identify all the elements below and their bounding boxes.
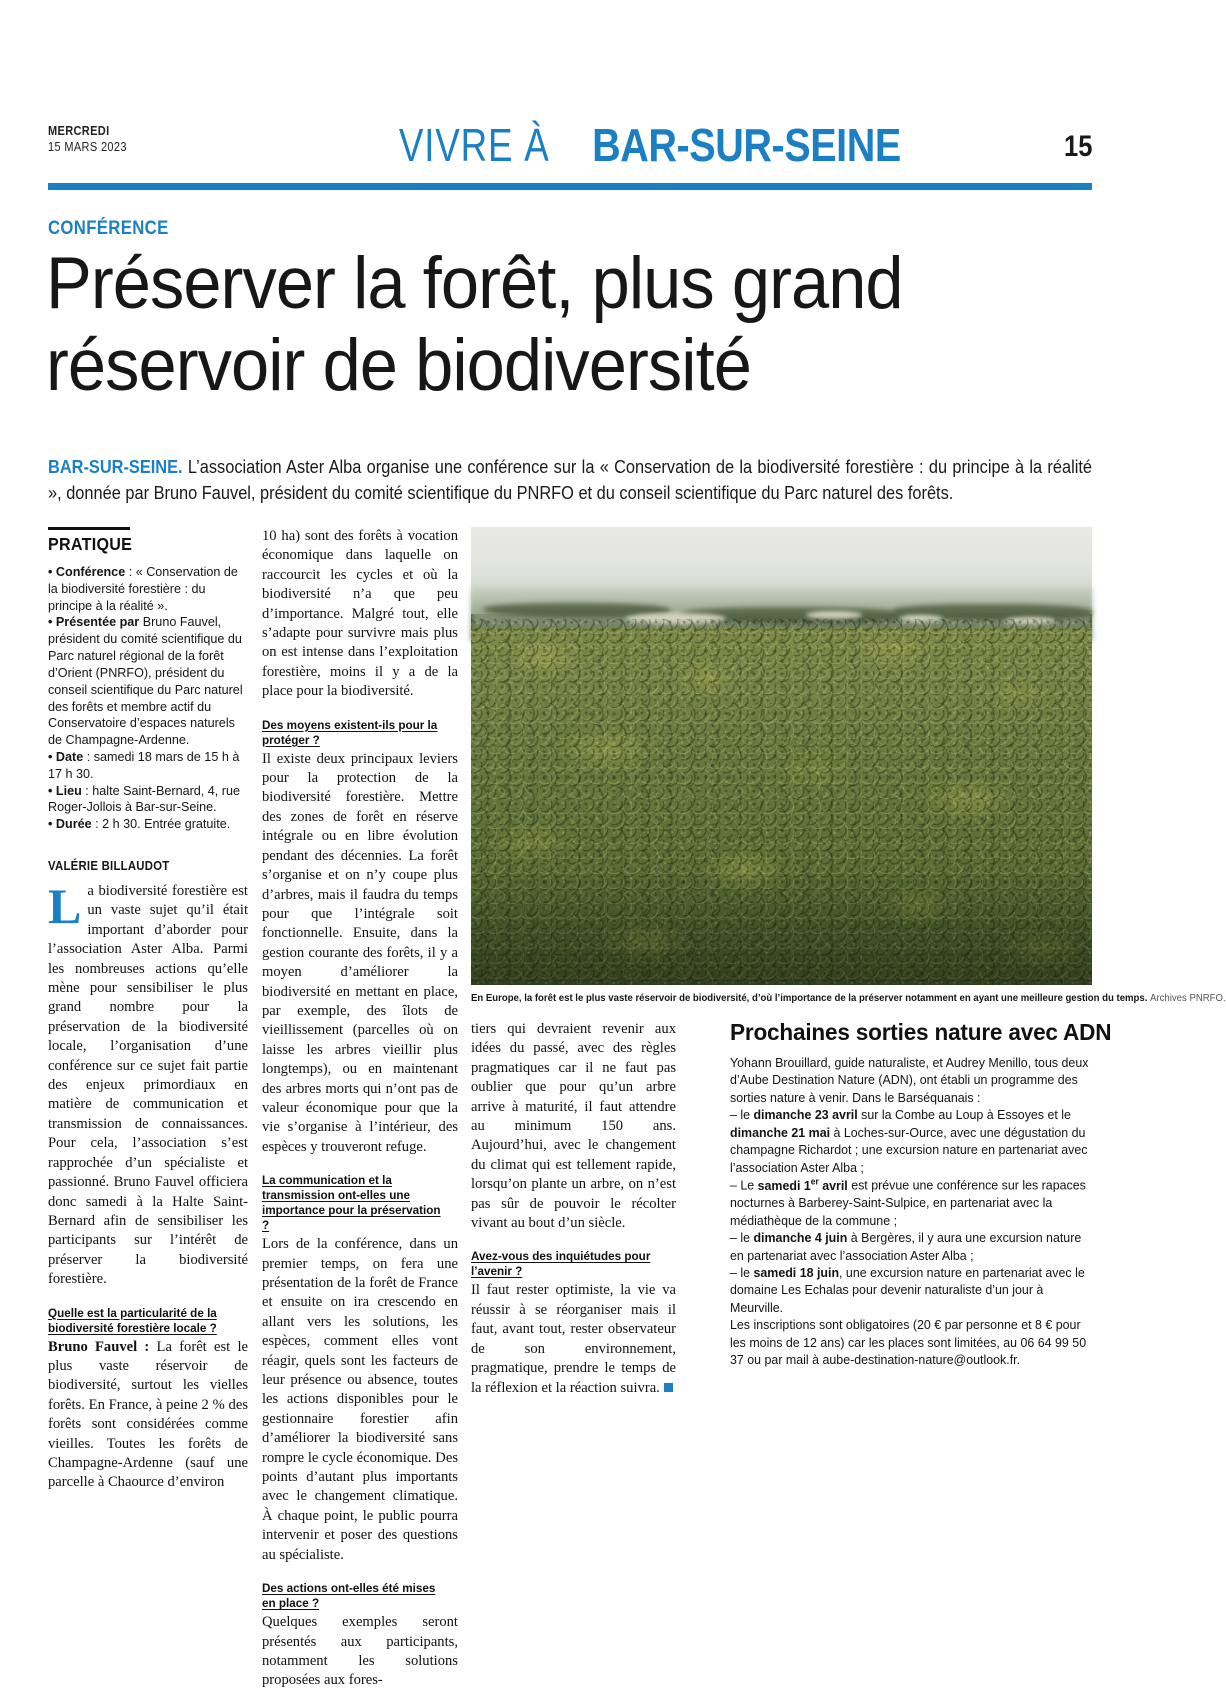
page-title	[46, 243, 1024, 407]
question-heading-4: Des actions ont-elles été mises en place ?	[262, 1581, 436, 1611]
question-heading-1: Quelle est la particularité de la biodiversité forestière locale ?	[48, 1305, 217, 1335]
standfirst-text: L’association Aster Alba organise une conférence sur la « Conservation de la biodiversité forestière : du principe à la réalité », donnée par Bruno Fauvel, président du comité scientifique du PNRFO et du conseil scientifique du Parc naturel des forêts.	[48, 457, 1092, 503]
answer-paragraph-1	[48, 1338, 248, 1493]
pratique-title: PRATIQUE	[48, 534, 133, 554]
pratique-list	[48, 564, 248, 833]
answer-paragraph-1-cont: 10 ha) sont des forêts à vocation économique dans laquelle on raccourcit les cycles et où la biodiversité n’a que peu d’importance. Malgré tout, elle s’adapte pour survivre mais plus on est intense dans l’exploitation forestière, moins il y a de la place pour la biodiversité.	[262, 528, 458, 700]
list-item	[48, 749, 248, 783]
list-item	[730, 1106, 1092, 1176]
answer-paragraph-4-cont: tiers qui devraient revenir aux idées du passé, avec des règles pragmatiques car il ne faut pas oublier que pour qu’un arbre arrive à maturité, il faut attendre au minimum 150 ans. Aujourd’hui, avec le changement du climat qui est tellement rapide, lorsqu’on plante un arbre, on n’est pas sûr de pouvoir le récolter vivant au bout d’un siècle.	[471, 1021, 676, 1232]
answer-speaker: Bruno Fauvel :	[48, 1338, 150, 1355]
answer-paragraph-2: Il existe deux principaux leviers pour la protection de la biodiversité forestière. Mettre des zones de forêt en réserve intégrale ou en libre évolution pendant des décennies. La forêt s’organise et on n’y coupe plus d’arbres, mais il faudra du temps pour que l’intégrale soit fonctionnelle. Ensuite, dans la gestion courante des forêts, il y a moyen d’améliorer la biodiversité en mettant en place, par exemple, des îlots de vieillissement (parcelles où on laisse les arbres vieillir plus longtemps), ou en maintenant des arbres morts qui n’ont pas de valeur économique pour que la vie s’organise à l’intérieur, des espèces y trouveront refuge.	[262, 750, 458, 1155]
adn-item-date	[758, 1178, 848, 1193]
adn-item-date-part: samedi 1	[757, 1177, 811, 1193]
pratique-item-label: • Durée	[48, 817, 92, 832]
list-item	[48, 564, 248, 614]
list-item	[48, 614, 248, 749]
answer-text: La forêt est le plus vaste réservoir de biodiversité, surtout les vielles forêts. En France, à peine 2 % des forêts sont considérées comme vieilles. Toutes les forêts de Champagne-Ardenne (sauf une parcelle à Chaource d’environ	[48, 1338, 248, 1491]
list-item	[730, 1176, 1092, 1229]
list-item	[730, 1264, 1092, 1316]
adn-item-ordinal: er	[810, 1176, 819, 1187]
section-title-prefix: VIVRE À	[398, 119, 550, 171]
adn-sidebar	[730, 1019, 1112, 1369]
adn-item-date-part: avril	[818, 1177, 848, 1193]
section-title	[293, 118, 1013, 172]
pratique-item-text: : « Conservation de la biodiversité forestière : du principe à la réalité ».	[48, 565, 238, 613]
article-photo	[471, 527, 1092, 985]
headline-line-2: réservoir de biodiversité	[46, 324, 751, 406]
section-title-place: BAR-SUR-SEINE	[592, 119, 901, 171]
article-kicker: CONFÉRENCE	[48, 218, 169, 239]
pratique-item-label: • Date	[48, 749, 84, 764]
column-three-body	[471, 1020, 676, 1398]
adn-item-text: est prévue une conférence sur les rapaces nocturnes à Barberey-Saint-Sulpice, en partenariat avec la médiathèque de la commune ;	[730, 1177, 1086, 1228]
forest-aerial-photo	[471, 527, 1092, 985]
pratique-item-text: : samedi 18 mars de 15 h à 17 h 30.	[48, 749, 240, 781]
standfirst-lead: BAR-SUR-SEINE.	[48, 457, 183, 477]
headline-line-1: Préserver la forêt, plus grand	[46, 243, 903, 324]
adn-item-text: sur la Combe au Loup à Essoyes et le	[857, 1107, 1071, 1123]
photo-vignette	[471, 866, 1092, 985]
intro-text: a biodiversité forestière est un vaste sujet qu’il était important d’aborder pour l’association Aster Alba. Parmi les nombreuses actions qu’elle mène pour sensibiliser le plus grand nombre pour la préservation de la biodiversité locale, l’organisation d’une conférence sur ce sujet fait partie des enjeux primordiaux en matière de communication et transmission de connaissances. Pour cela, l’association s’est rapprochée d’un spécialiste et passionné. Bruno Fauvel officiera donc samedi à la Halte Saint-Bernard afin de sensibiliser les participants sur l’intérêt de préserver la biodiversité forestière.	[48, 883, 248, 1288]
question-heading-5: Avez-vous des inquiétudes pour l’avenir ?	[471, 1249, 651, 1279]
photo-caption	[471, 993, 1226, 1006]
adn-item-text: à Bergères, il y aura une excursion nature en partenariat avec l’association Aster Alba ;	[730, 1230, 1082, 1263]
list-item	[48, 783, 248, 817]
pratique-item-text: : halte Saint-Bernard, 4, rue Roger-Jollois à Bar-sur-Seine.	[48, 783, 241, 815]
standfirst	[48, 455, 1092, 507]
answer-paragraph-5	[471, 1281, 676, 1397]
column-one	[48, 527, 248, 1493]
adn-item-text: , une excursion nature en partenariat avec le domaine Les Echalas pour devenir naturaliste d’un jour à Meurville.	[730, 1264, 1085, 1315]
byline: VALÉRIE BILLAUDOT	[48, 859, 170, 873]
adn-item-dash: – Le	[730, 1177, 758, 1193]
adn-item-dash: – le	[730, 1230, 754, 1246]
adn-item-date: samedi 18 juin	[753, 1264, 840, 1280]
end-mark-icon	[664, 1383, 673, 1392]
photo-credit: Archives PNRFO.	[1150, 993, 1226, 1004]
adn-item-dash: – le	[730, 1264, 754, 1280]
question-heading-2: Des moyens existent-ils pour la protéger ?	[262, 717, 438, 747]
adn-registration-info: Les inscriptions sont obligatoires (20 € par personne et 8 € pour les moins de 12 ans) car les places sont limitées, au 06 64 99 50 37 ou par mail à aube-destination-nature@outlook.fr.	[730, 1317, 1087, 1368]
answer-paragraph-4: Quelques exemples seront présentés aux participants, notamment les solutions proposées aux fores-	[262, 1614, 458, 1689]
answer-text: Il faut rester optimiste, la vie va réussir à se réorganiser mais il faut, avant tout, rester observateur de son environnement, pragmatique, prendre le temps de la réflexion et la réaction suivra.	[471, 1282, 676, 1396]
adn-intro: Yohann Brouillard, guide naturaliste, et Audrey Menillo, tous deux d’Aube Destination Nature (ADN), ont établi un programme des sorties nature à venir. Dans le Barséquanais :	[730, 1054, 1089, 1105]
pratique-item-label: • Lieu	[48, 783, 82, 798]
pratique-item-text: : 2 h 30. Entrée gratuite.	[91, 817, 231, 832]
adn-title: Prochaines sorties nature avec ADN	[730, 1019, 1112, 1045]
masthead	[48, 119, 1092, 186]
dateline	[48, 124, 138, 154]
question-heading-3: La communication et la transmission ont-elles une importance pour la préservation ?	[262, 1173, 441, 1233]
intro-paragraph	[48, 878, 248, 1290]
adn-item-date: dimanche 21 mai	[730, 1124, 831, 1140]
adn-item-date: dimanche 23 avril	[753, 1107, 858, 1123]
pratique-item-text: Bruno Fauvel, président du comité scientifique du Parc naturel régional de la forêt d’Orient (PNRFO), président du conseil scientifique du Parc naturel des forêts et membre actif du Conservatoire d’espaces naturels de Champagne-Ardenne.	[48, 615, 243, 748]
pratique-item-label: • Conférence	[48, 565, 126, 579]
column-three	[471, 1020, 676, 1398]
adn-item-text: à Loches-sur-Ource, avec une dégustation du champagne Richardot ; une excursion nature en partenariat avec l’association Aster Alba ;	[730, 1124, 1088, 1175]
answer-paragraph-3: Lors de la conférence, dans un premier temps, on fera une présentation de la forêt de France et ensuite on ira crescendo en allant vers les solutions, les espèces, comment elles vont réagir, quels sont les facteurs de leur présence ou absence, toutes les actions disponibles pour le gestionnaire forestier afin d’améliorer la biodiversité sans rompre le cycle économique. Des points d’autant plus importants avec le changement climatique. À chaque point, le public pourra intervenir et poser des questions au spécialiste.	[262, 1236, 458, 1563]
pratique-item-label: • Présentée par	[48, 615, 140, 630]
dateline-date: 15 MARS 2023	[48, 140, 127, 154]
adn-item-dash: – le	[730, 1107, 754, 1123]
column-two	[262, 527, 458, 1691]
list-item	[730, 1229, 1092, 1264]
column-two-body	[262, 527, 458, 1691]
column-one-body	[48, 878, 248, 1493]
dateline-day: MERCREDI	[48, 124, 110, 138]
page-number: 15	[1063, 130, 1092, 163]
masthead-rule	[48, 183, 1092, 190]
photo-caption-text: En Europe, la forêt est le plus vaste réservoir de biodiversité, d’où l’importance de la préserver notamment en ayant une meilleure gestion du temps.	[471, 993, 1148, 1004]
list-item	[48, 816, 248, 833]
adn-body	[730, 1054, 1092, 1369]
drop-cap: L	[48, 878, 82, 934]
adn-item-date: dimanche 4 juin	[753, 1230, 848, 1246]
